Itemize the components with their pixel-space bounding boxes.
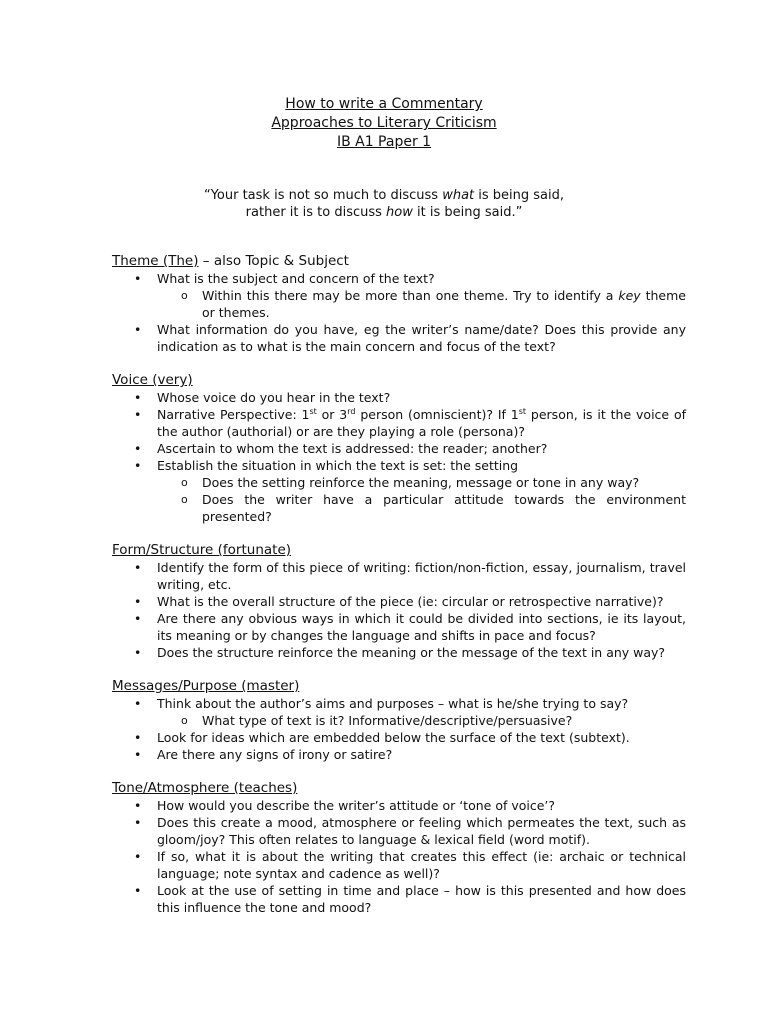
epigraph-quote (0, 187, 768, 221)
sub-item: o What type of text is it? Informative/descriptive/persuasive? (157, 712, 686, 729)
sub-item: o Does the writer have a particular attitude towards the environment presented? (157, 491, 686, 525)
doc-paper-label: IB A1 Paper 1 (336, 134, 432, 150)
bullet-item: • What is the subject and concern of the text? o Within this there may be more than one theme. Try to identify a key theme or themes. (112, 270, 686, 321)
bullet-item: • Whose voice do you hear in the text? (112, 389, 686, 406)
bullet-item: • Are there any obvious ways in which it could be divided into sections, ie its layout, its meaning or by changes the language and shifts in pace and focus? (112, 610, 686, 644)
bullet-item: • Look for ideas which are embedded below the surface of the text (subtext). (112, 729, 686, 746)
section-heading: Tone/Atmosphere (teaches) (112, 780, 298, 796)
bullet-item: • Does this create a mood, atmosphere or feeling which permeates the text, such as gloom/joy? This often relates to language & lexical field (word motif). (112, 814, 686, 848)
section-messages-purpose (112, 678, 686, 763)
section-heading: Form/Structure (fortunate) (112, 542, 292, 558)
section-form-structure (112, 542, 686, 661)
bullet-list (112, 389, 686, 525)
quote-line-2: rather it is to discuss how it is being said.” (245, 205, 523, 220)
section-heading: Voice (very) (112, 372, 193, 388)
section-voice (112, 372, 686, 525)
section-heading: Theme (The) – also Topic & Subject (112, 253, 349, 269)
quote-line-1: “Your task is not so much to discuss what is being said, (203, 188, 565, 203)
bullet-item: • How would you describe the writer’s attitude or ‘tone of voice’? (112, 797, 686, 814)
sub-list (157, 287, 686, 321)
doc-subtitle: Approaches to Literary Criticism (271, 115, 497, 131)
title-block (0, 95, 768, 152)
bullet-list (112, 270, 686, 355)
section-theme (112, 253, 686, 355)
bullet-item: • Establish the situation in which the text is set: the setting o Does the setting reinforce the meaning, message or tone in any way? o Does the writer have a particular attitude towards the environment presented? (112, 457, 686, 525)
bullet-list (112, 695, 686, 763)
bullet-item: • What information do you have, eg the writer’s name/date? Does this provide any indication as to what is the main concern and focus of the text? (112, 321, 686, 355)
sub-item: o Within this there may be more than one theme. Try to identify a key theme or themes. (157, 287, 686, 321)
sections-content (112, 253, 686, 933)
bullet-item: • Look at the use of setting in time and place – how is this presented and how does this influence the tone and mood? (112, 882, 686, 916)
bullet-item: • Think about the author’s aims and purposes – what is he/she trying to say? o What type of text is it? Informative/descriptive/persuasive? (112, 695, 686, 729)
bullet-item: • If so, what it is about the writing that creates this effect (ie: archaic or technical language; note syntax and cadence as well)? (112, 848, 686, 882)
bullet-item: • Does the structure reinforce the meaning or the message of the text in any way? (112, 644, 686, 661)
bullet-list (112, 559, 686, 661)
sub-item: o Does the setting reinforce the meaning, message or tone in any way? (157, 474, 686, 491)
bullet-item: • What is the overall structure of the piece (ie: circular or retrospective narrative)? (112, 593, 686, 610)
section-tone-atmosphere (112, 780, 686, 916)
bullet-item: • Narrative Perspective: 1st or 3rd person (omniscient)? If 1st person, is it the voice of the author (authorial) or are they playing a role (persona)? (112, 406, 686, 440)
section-heading: Messages/Purpose (master) (112, 678, 300, 694)
bullet-list (112, 797, 686, 916)
doc-title: How to write a Commentary (285, 96, 483, 112)
sub-list (157, 712, 686, 729)
bullet-item: • Identify the form of this piece of writing: fiction/non-fiction, essay, journalism, travel writing, etc. (112, 559, 686, 593)
sub-list (157, 474, 686, 525)
bullet-item: • Are there any signs of irony or satire? (112, 746, 686, 763)
bullet-item: • Ascertain to whom the text is addressed: the reader; another? (112, 440, 686, 457)
